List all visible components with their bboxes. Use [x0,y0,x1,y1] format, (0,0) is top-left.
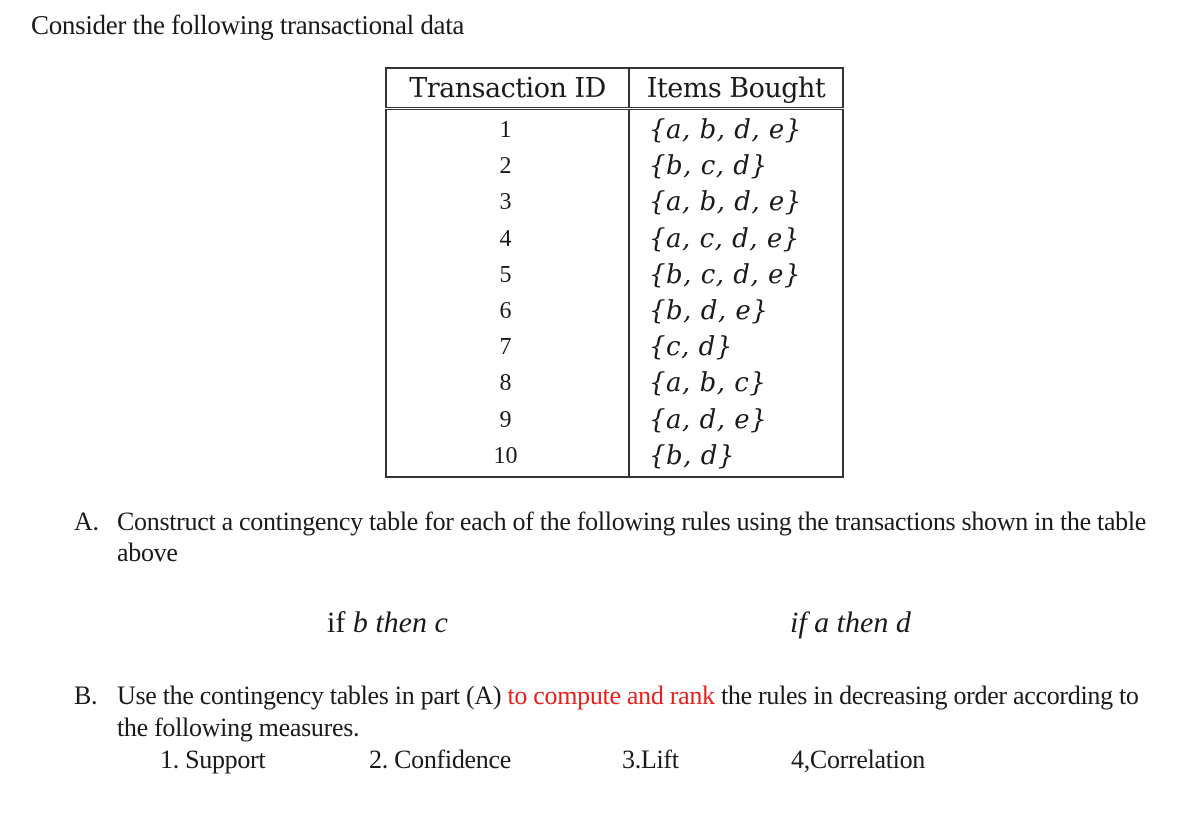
table-header-row [386,68,843,109]
question-b-text-start: Use the contingency tables in part (A) [117,681,508,710]
items-cell: {a, d, e} [649,404,768,435]
items-cell: {c, d} [649,332,733,363]
rule-consequent: d [895,606,911,639]
question-a [74,506,1154,568]
transaction-id-cell: 3 [386,184,629,220]
items-cell: {a, b, d, e} [649,115,802,146]
measure-confidence: 2. Confidence [369,745,511,774]
transaction-id-cell: 10 [386,438,629,477]
items-cell: {b, d, e} [649,296,769,327]
rule-antecedent: a [814,606,830,639]
transaction-id-cell: 4 [386,221,629,257]
table-row [386,184,843,220]
transaction-id-cell: 8 [386,365,629,401]
table-row [386,109,843,149]
question-b-highlight: to compute and rank [507,681,715,710]
measure-support: 1. Support [160,745,266,774]
transaction-table [385,67,844,478]
intro-text: Consider the following transactional data [31,10,465,40]
question-b-text [117,680,1154,744]
rule-if-word: if [790,606,815,639]
transaction-id-cell: 5 [386,257,629,293]
transaction-id-cell: 1 [386,109,629,149]
transaction-id-cell: 2 [386,148,629,184]
header-items-bought: Items Bought [629,68,843,109]
items-cell: {b, c, d, e} [649,259,801,290]
table-row [386,293,843,329]
question-b [74,680,1154,744]
table-row [386,257,843,293]
items-cell: {a, b, d, e} [649,187,802,218]
question-b-text-end: the rules in decreasing order according to the following measures. [117,681,1139,742]
rule-then-word: then [829,606,896,639]
table-row [386,438,843,477]
transaction-id-cell: 6 [386,293,629,329]
measure-lift: 3.Lift [622,745,679,774]
measure-correlation: 4,Correlation [791,745,926,774]
table-row [386,402,843,438]
rule-if-word: if [327,606,353,639]
transaction-id-cell: 7 [386,329,629,365]
rule-if-a-then-d [790,606,911,640]
table-row [386,148,843,184]
header-transaction-id: Transaction ID [386,68,629,109]
rule-consequent: c [434,606,448,639]
question-b-label: B. [74,681,98,710]
items-cell: {b, d} [649,440,735,471]
table-row [386,329,843,365]
question-a-label: A. [74,507,99,536]
table-row [386,221,843,257]
question-a-text: Construct a contingency table for each of the following rules using the transactions shown in the table above [117,507,1147,567]
items-cell: {a, c, d, e} [649,223,800,254]
items-cell: {a, b, c} [649,368,767,399]
items-cell: {b, c, d} [649,151,768,182]
transaction-id-cell: 9 [386,402,629,438]
rule-if-b-then-c [327,606,448,640]
table-row [386,365,843,401]
rule-then-word: then [367,606,435,639]
rule-antecedent: b [352,606,368,639]
